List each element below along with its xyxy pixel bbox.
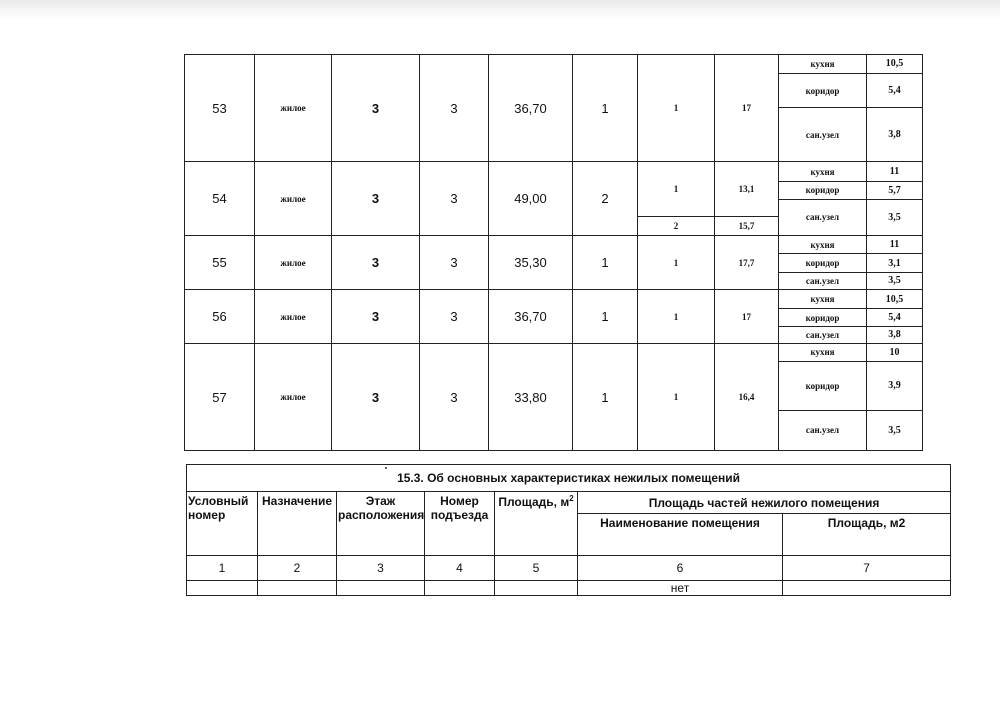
aux-rooms [779, 162, 923, 236]
aux-rooms-table [779, 344, 922, 450]
room-number: 2 [638, 216, 715, 235]
room-number: 1 [638, 236, 715, 289]
apartment-number: 55 [185, 236, 255, 290]
section-title: 15.3. Об основных характеристиках нежилых помещений [187, 465, 951, 492]
aux-room-area: 11 [867, 236, 923, 254]
apartment-entrance: 3 [420, 162, 489, 236]
apartment-rooms: 1 [573, 344, 638, 451]
aux-rooms [779, 236, 923, 290]
apartment-type: жилое [255, 236, 332, 290]
aux-room-name: кухня [779, 236, 867, 254]
aux-room-area: 10,5 [867, 290, 923, 309]
aux-room-name: сан.узел [779, 272, 867, 289]
empty-cell [337, 581, 425, 596]
header-entrance: Номер подъезда [425, 492, 495, 556]
aux-room-name: сан.узел [779, 326, 867, 343]
aux-room-name: сан.узел [779, 410, 867, 450]
room-list [638, 344, 779, 451]
room-area: 17,7 [738, 257, 755, 268]
aux-room-area: 5,4 [867, 309, 923, 327]
aux-room-area: 3,1 [867, 254, 923, 273]
empty-cell [495, 581, 578, 596]
apartment-area: 36,70 [489, 290, 573, 344]
apartment-type: жилое [255, 290, 332, 344]
col-number-2: 2 [258, 556, 337, 581]
aux-room-area: 10 [867, 344, 923, 361]
no-value: нет [578, 581, 783, 596]
scan-shadow [0, 0, 1000, 20]
apartment-floor: 3 [332, 55, 420, 162]
apartment-row [185, 344, 923, 451]
header-floor: Этаж расположения [337, 492, 425, 556]
col-number-7: 7 [783, 556, 951, 581]
room-area: 17 [742, 311, 751, 322]
col-number-5: 5 [495, 556, 578, 581]
apartment-row [185, 162, 923, 236]
room-list-table [638, 344, 778, 450]
empty-cell [425, 581, 495, 596]
room-list [638, 290, 779, 344]
aux-room-name: кухня [779, 290, 867, 309]
room-area: 16,4 [738, 392, 755, 402]
apartment-floor: 3 [332, 236, 420, 290]
aux-room-name: коридор [779, 309, 867, 327]
header-part-name: Наименование помещения [578, 514, 783, 556]
apartment-number: 57 [185, 344, 255, 451]
header-purpose: Назначение [258, 492, 337, 556]
aux-rooms [779, 290, 923, 344]
apartment-floor: 3 [332, 162, 420, 236]
apartment-row [185, 55, 923, 162]
aux-rooms [779, 55, 923, 162]
apartment-type: жилое [255, 162, 332, 236]
aux-room-name: коридор [779, 182, 867, 199]
room-area: 17 [742, 103, 751, 113]
apartment-number: 54 [185, 162, 255, 236]
apartment-type: жилое [255, 55, 332, 162]
room-list-table [638, 162, 778, 235]
apartments-table [184, 54, 923, 451]
apartment-rooms: 1 [573, 236, 638, 290]
col-number-6: 6 [578, 556, 783, 581]
aux-room-name: коридор [779, 254, 867, 273]
room-list [638, 236, 779, 290]
room-number: 1 [638, 290, 715, 343]
apartment-entrance: 3 [420, 236, 489, 290]
aux-room-name: кухня [779, 162, 867, 182]
apartment-area: 49,00 [489, 162, 573, 236]
header-area-sup: 2 [569, 494, 574, 503]
room-list [638, 162, 779, 236]
room-number: 1 [638, 55, 715, 161]
aux-room-area: 3,5 [888, 424, 901, 436]
aux-room-name: кухня [779, 344, 867, 361]
apartment-entrance: 3 [420, 290, 489, 344]
aux-room-name: сан.узел [779, 108, 867, 161]
aux-room-area: 5,7 [867, 182, 923, 199]
apartment-floor: 3 [332, 344, 420, 451]
col-number-4: 4 [425, 556, 495, 581]
apartment-entrance: 3 [420, 55, 489, 162]
aux-rooms-table [779, 55, 922, 161]
room-area: 13,1 [715, 162, 779, 216]
apartment-row [185, 236, 923, 290]
empty-cell [187, 581, 258, 596]
aux-room-area: 3,9 [867, 361, 923, 410]
aux-room-area: 5,4 [867, 73, 923, 108]
apartment-number: 53 [185, 55, 255, 162]
col-number-3: 3 [337, 556, 425, 581]
room-list-table [638, 236, 778, 289]
apartment-row [185, 290, 923, 344]
header-part-area: Площадь, м2 [783, 514, 951, 556]
apartment-rooms: 1 [573, 290, 638, 344]
col-number-1: 1 [187, 556, 258, 581]
aux-rooms-table [779, 236, 922, 289]
aux-room-area: 10,5 [867, 55, 923, 73]
header-parts: Площадь частей нежилого помещения [578, 492, 951, 514]
aux-rooms-table [779, 162, 922, 235]
room-list-table [638, 290, 778, 343]
header-area-label: Площадь, м [498, 495, 570, 509]
apartment-rooms: 2 [573, 162, 638, 236]
apartment-floor: 3 [332, 290, 420, 344]
aux-room-area: 11 [867, 162, 923, 182]
room-area: 15,7 [738, 220, 755, 231]
header-area [495, 492, 578, 556]
apartment-entrance: 3 [420, 344, 489, 451]
nonresidential-table [186, 464, 951, 596]
aux-room-name: сан.узел [779, 199, 867, 235]
aux-rooms-table [779, 290, 922, 343]
room-list [638, 55, 779, 162]
apartment-rooms: 1 [573, 55, 638, 162]
apartment-area: 35,30 [489, 236, 573, 290]
header-conditional-number: Условный номер [187, 492, 258, 556]
room-number: 1 [638, 344, 715, 450]
aux-room-name: коридор [779, 361, 867, 410]
apartment-area: 36,70 [489, 55, 573, 162]
empty-cell [258, 581, 337, 596]
apartment-type: жилое [255, 344, 332, 451]
aux-room-area: 3,8 [888, 129, 901, 141]
aux-room-name: коридор [779, 73, 867, 108]
apartment-area: 33,80 [489, 344, 573, 451]
aux-room-area: 3,8 [888, 329, 901, 341]
aux-rooms [779, 344, 923, 451]
room-list-table [638, 55, 778, 161]
aux-room-area: 3,5 [888, 211, 901, 223]
room-number: 1 [638, 162, 715, 216]
aux-room-area: 3,5 [888, 275, 901, 287]
apartment-number: 56 [185, 290, 255, 344]
aux-room-name: кухня [779, 55, 867, 73]
empty-cell [783, 581, 951, 596]
